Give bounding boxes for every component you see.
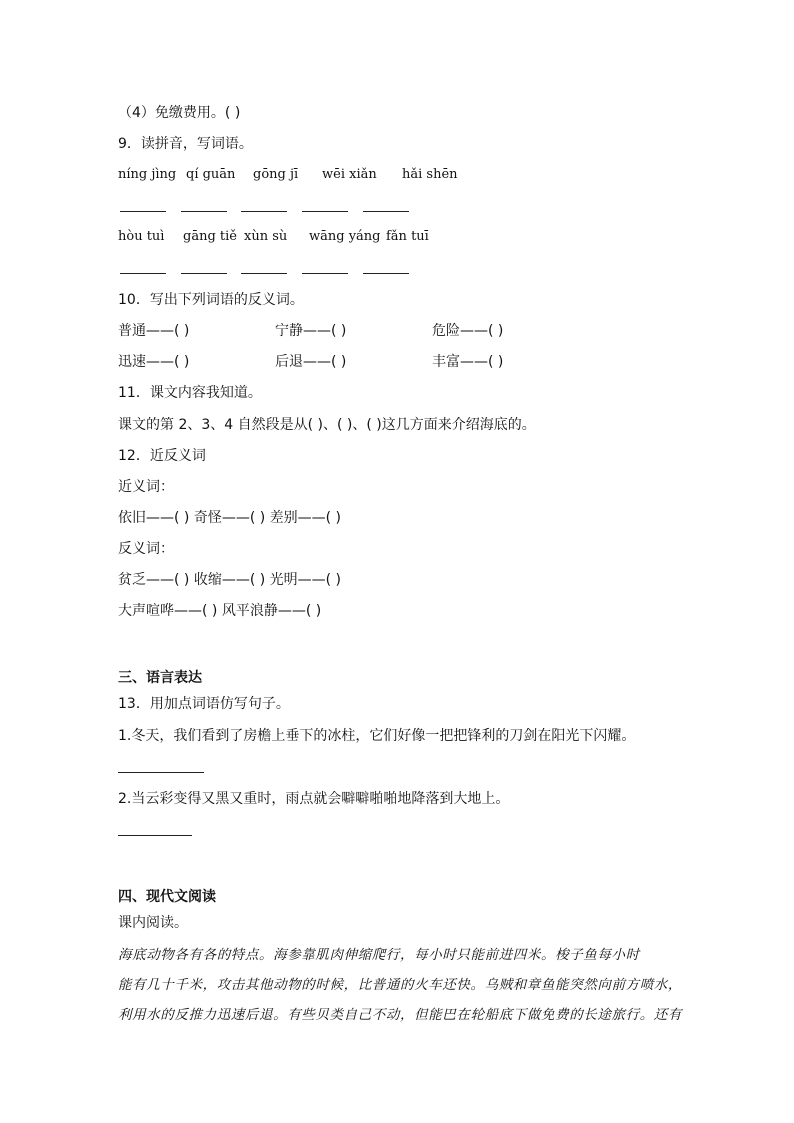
q8-item-4: （4）免缴费用。( ) — [118, 105, 241, 121]
passage-line: 能有几十千米，攻击其他动物的时候，比普通的火车还快。乌贼和章鱼能突然向前方喷水， — [118, 977, 682, 993]
q12-antonym-row-2: 大声喧哗——( ) 风平浪静——( ) — [118, 603, 322, 619]
section-3-title: 三、语言表达 — [118, 670, 202, 686]
antonym-item: 宁静——( ) — [275, 323, 347, 339]
pinyin-item: gāng tiě — [183, 229, 237, 244]
antonym-item: 普通——( ) — [118, 323, 190, 339]
pinyin-item: níng jìng — [118, 167, 177, 182]
q12-antonym-label: 反义词： — [118, 541, 174, 557]
antonym-item: 后退——( ) — [275, 354, 347, 370]
q12-antonym-row-1: 贫乏——( ) 收缩——( ) 光明——( ) — [118, 572, 342, 588]
answer-blank[interactable] — [181, 200, 227, 212]
pinyin-item: hǎi shēn — [402, 167, 458, 182]
section-4-title: 四、现代文阅读 — [118, 889, 216, 905]
pinyin-item: wēi xiǎn — [322, 167, 377, 182]
q12-synonym-label: 近义词： — [118, 479, 174, 495]
pinyin-item: xùn sù — [244, 229, 288, 244]
passage-line: 海底动物各有各的特点。海参靠肌肉伸缩爬行，每小时只能前进四米。梭子鱼每小时 — [118, 947, 640, 963]
answer-blank[interactable] — [302, 200, 348, 212]
q11-text: 课文的第 2、3、4 自然段是从( )、( )、( )这几方面来介绍海底的。 — [118, 417, 536, 433]
q13-title: 13．用加点词语仿写句子。 — [118, 696, 290, 712]
pinyin-item: hòu tuì — [118, 229, 165, 244]
q13-sentence-2: 2.当云彩变得又黑又重时，雨点就会噼噼啪啪地降落到大地上。 — [118, 791, 510, 807]
q13-answer-blank-2[interactable] — [118, 834, 192, 836]
reading-passage — [118, 940, 682, 1030]
q13-answer-blank-1[interactable] — [118, 771, 204, 773]
antonym-item: 迅速——( ) — [118, 354, 190, 370]
q10-title: 10．写出下列词语的反义词。 — [118, 292, 304, 308]
antonym-item: 丰富——( ) — [432, 354, 504, 370]
q9-title: 9．读拼音，写词语。 — [118, 136, 253, 152]
passage-line: 利用水的反推力迅速后退。有些贝类自己不动，但能巴在轮船底下做免费的长途旅行。还有 — [118, 1007, 682, 1023]
q12-title: 12．近反义词 — [118, 448, 206, 464]
answer-blank[interactable] — [181, 262, 227, 274]
answer-blank[interactable] — [120, 200, 166, 212]
q11-title: 11．课文内容我知道。 — [118, 385, 262, 401]
q12-synonym-row: 依旧——( ) 奇怪——( ) 差别——( ) — [118, 510, 342, 526]
answer-blank[interactable] — [241, 200, 287, 212]
pinyin-item: wāng yáng — [309, 229, 381, 244]
answer-blank[interactable] — [120, 262, 166, 274]
antonym-item: 危险——( ) — [432, 323, 504, 339]
pinyin-item: gōng jī — [253, 167, 299, 182]
answer-blank[interactable] — [363, 200, 409, 212]
section-4-subtitle: 课内阅读。 — [118, 915, 188, 931]
answer-blank[interactable] — [302, 262, 348, 274]
q13-sentence-1: 1.冬天，我们看到了房檐上垂下的冰柱，它们好像一把把锋利的刀剑在阳光下闪耀。 — [118, 728, 636, 744]
answer-blank[interactable] — [241, 262, 287, 274]
pinyin-item: qí guān — [186, 167, 236, 182]
answer-blank[interactable] — [363, 262, 409, 274]
pinyin-item: fǎn tuī — [386, 229, 429, 244]
